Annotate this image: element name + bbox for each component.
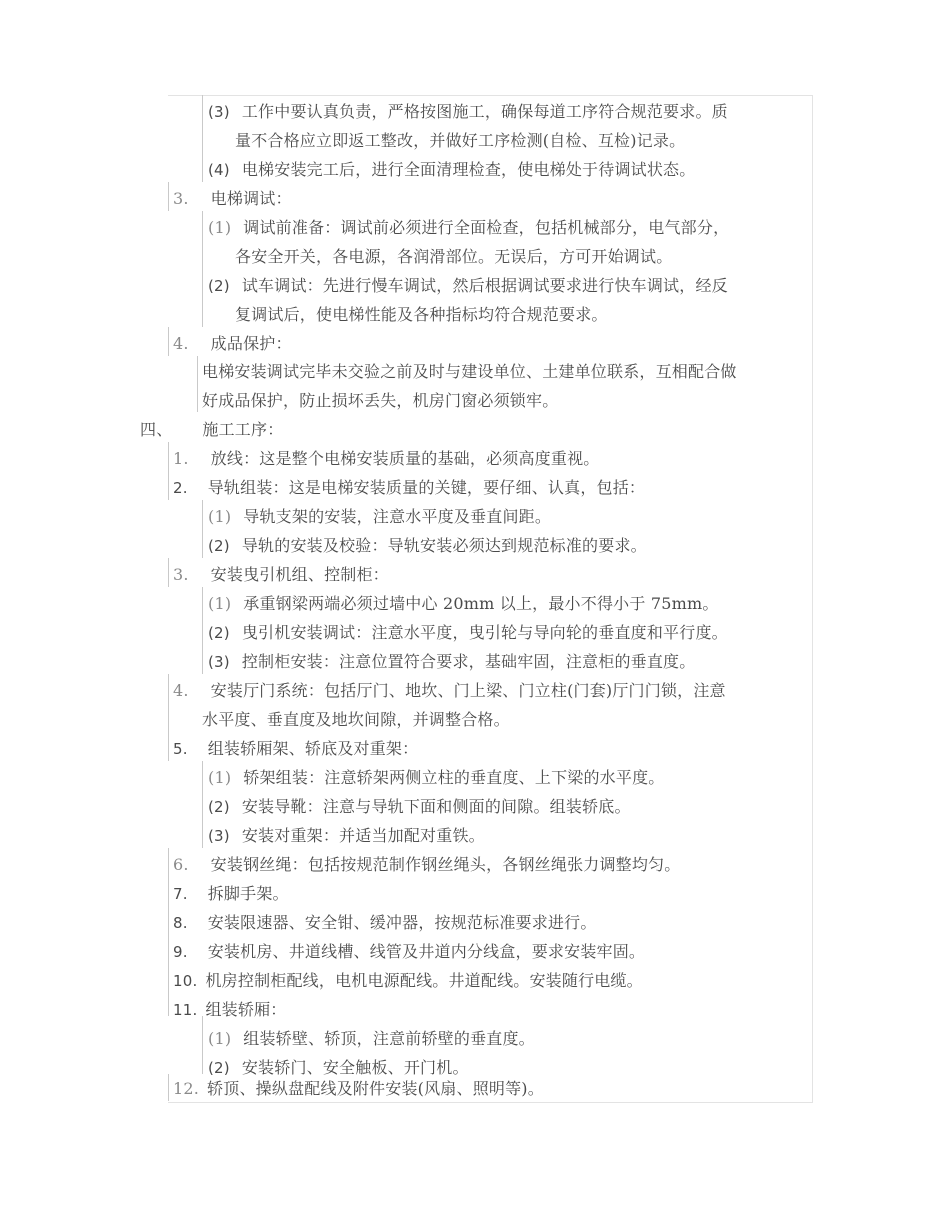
item-number: (2) bbox=[208, 798, 230, 816]
item-text: 放线：这是整个电梯安装质量的基础，必须高度重视。 bbox=[210, 449, 600, 468]
list-item bbox=[208, 589, 719, 618]
list-item bbox=[208, 618, 728, 647]
item-number: 7. bbox=[173, 885, 188, 903]
item-text: 导轨的安装及校验：导轨安装必须达到规范标准的要求。 bbox=[241, 536, 647, 555]
item-text: 组装轿厢： bbox=[205, 1000, 287, 1019]
item-text: 导轨组装：这是电梯安装质量的关键，要仔细、认真，包括： bbox=[207, 478, 646, 497]
list-item bbox=[208, 821, 485, 850]
item-number: 4. bbox=[173, 334, 189, 353]
item-text: 安装钢丝绳：包括按规范制作钢丝绳头，各钢丝绳张力调整均匀。 bbox=[210, 855, 681, 874]
indent-bar bbox=[168, 442, 169, 500]
item-text: 承重钢梁两端必须过墙中心 20mm 以上，最小不得小于 75mm。 bbox=[243, 594, 719, 613]
list-item bbox=[208, 531, 647, 560]
indent-bar bbox=[168, 1074, 169, 1101]
list-item bbox=[208, 271, 728, 300]
item-text: 安装对重架：并适当加配对重铁。 bbox=[241, 826, 485, 845]
list-item bbox=[208, 502, 551, 531]
item-number: 3. bbox=[173, 189, 189, 208]
list-item bbox=[173, 329, 292, 358]
indent-bar bbox=[197, 356, 198, 412]
indent-bar bbox=[202, 1016, 203, 1074]
indent-bar bbox=[168, 848, 169, 1016]
item-number: 11. bbox=[173, 1001, 198, 1019]
item-number: (1) bbox=[208, 594, 232, 613]
item-number: 四、 bbox=[140, 420, 173, 439]
item-number: 9. bbox=[173, 943, 188, 961]
item-text: 好成品保护，防止损坏丢失，机房门窗必须锁牢。 bbox=[202, 391, 559, 410]
item-text: 安装限速器、安全钳、缓冲器，按规范标准要求进行。 bbox=[207, 913, 597, 932]
list-item bbox=[208, 792, 631, 821]
item-text: 组装轿壁、轿顶，注意前轿壁的垂直度。 bbox=[243, 1029, 535, 1048]
item-number: 1. bbox=[173, 449, 189, 468]
section-heading bbox=[140, 415, 283, 444]
item-number: (2) bbox=[208, 537, 230, 555]
list-item bbox=[208, 763, 664, 792]
item-text: 电梯调试： bbox=[210, 189, 292, 208]
list-item bbox=[173, 184, 292, 213]
list-item bbox=[173, 937, 645, 966]
item-number: 2. bbox=[173, 479, 188, 497]
item-number: (4) bbox=[208, 161, 230, 179]
list-item bbox=[173, 473, 645, 502]
list-item bbox=[208, 97, 728, 126]
item-text: 轿顶、操纵盘配线及附件安装(风扇、照明等)。 bbox=[207, 1079, 544, 1098]
item-text: 成品保护： bbox=[210, 334, 292, 353]
item-number: 4. bbox=[173, 681, 189, 700]
item-text: 调试前准备：调试前必须进行全面检查，包括机械部分，电气部分， bbox=[243, 218, 730, 237]
item-text: 工作中要认真负责，严格按图施工，确保每道工序符合规范要求。质 bbox=[241, 102, 728, 121]
item-text: 曳引机安装调试：注意水平度，曳引轮与导向轮的垂直度和平行度。 bbox=[241, 623, 728, 642]
item-text: 安装导靴：注意与导轨下面和侧面的间隙。组装轿底。 bbox=[241, 797, 631, 816]
list-item bbox=[173, 734, 418, 763]
item-number: 3. bbox=[173, 565, 189, 584]
list-item bbox=[173, 850, 680, 879]
paragraph-line bbox=[202, 357, 737, 386]
item-number: (2) bbox=[208, 624, 230, 642]
item-text: 机房控制柜配线，电机电源配线。井道配线。安装随行电缆。 bbox=[205, 971, 643, 990]
list-item bbox=[208, 647, 695, 676]
item-text: 水平度、垂直度及地坎间隙，并调整合格。 bbox=[202, 710, 510, 729]
item-text: 电梯安装调试完毕未交验之前及时与建设单位、土建单位联系，互相配合做 bbox=[202, 362, 737, 381]
list-item bbox=[173, 1074, 544, 1103]
indent-bar bbox=[202, 95, 203, 182]
list-item bbox=[208, 213, 729, 242]
item-text: 导轨支架的安装，注意水平度及垂直间距。 bbox=[243, 507, 552, 526]
item-number: (3) bbox=[208, 653, 230, 671]
item-number: (1) bbox=[208, 768, 232, 787]
item-text: 轿架组装：注意轿架两侧立柱的垂直度、上下梁的水平度。 bbox=[243, 768, 665, 787]
list-item bbox=[208, 155, 695, 184]
indent-bar bbox=[168, 674, 169, 761]
item-number: (1) bbox=[208, 507, 232, 526]
item-text: 试车调试：先进行慢车调试，然后根据调试要求进行快车调试，经反 bbox=[241, 276, 728, 295]
list-item bbox=[173, 966, 643, 995]
list-item bbox=[235, 242, 672, 271]
list-item bbox=[173, 908, 597, 937]
item-text: 各安全开关，各电源，各润滑部位。无误后，方可开始调试。 bbox=[235, 247, 673, 266]
indent-bar bbox=[168, 558, 169, 587]
item-number: (1) bbox=[208, 1029, 232, 1048]
item-text: 安装曳引机组、控制柜： bbox=[210, 565, 389, 584]
item-text: 施工工序： bbox=[202, 420, 284, 439]
item-text: 拆脚手架。 bbox=[207, 884, 289, 903]
list-item bbox=[235, 300, 608, 329]
item-text: 安装轿门、安全触板、开门机。 bbox=[241, 1058, 469, 1077]
item-number: 6. bbox=[173, 855, 189, 874]
item-text: 安装厅门系统：包括厅门、地坎、门上梁、门立柱(门套)厅门门锁，注意 bbox=[210, 681, 726, 700]
list-item bbox=[208, 1024, 535, 1053]
item-text: 电梯安装完工后，进行全面清理检查，使电梯处于待调试状态。 bbox=[241, 160, 696, 179]
paragraph-line bbox=[202, 386, 558, 415]
list-item bbox=[173, 560, 389, 589]
item-text: 控制柜安装：注意位置符合要求，基础牢固，注意柜的垂直度。 bbox=[241, 652, 696, 671]
indent-bar bbox=[202, 587, 203, 674]
list-item bbox=[202, 705, 510, 734]
item-text: 安装机房、井道线槽、线管及井道内分线盒，要求安装牢固。 bbox=[207, 942, 646, 961]
indent-bar bbox=[168, 182, 169, 211]
list-item bbox=[173, 676, 726, 705]
item-text: 量不合格应立即返工整改，并做好工序检测(自检、互检)记录。 bbox=[235, 131, 686, 150]
item-number: 8. bbox=[173, 914, 188, 932]
item-number: (3) bbox=[208, 103, 230, 121]
item-number: (3) bbox=[208, 827, 230, 845]
item-text: 复调试后，使电梯性能及各种指标均符合规范要求。 bbox=[235, 305, 608, 324]
item-text: 组装轿厢架、轿底及对重架： bbox=[207, 739, 419, 758]
list-item bbox=[235, 126, 685, 155]
list-item bbox=[173, 995, 286, 1024]
indent-bar bbox=[168, 327, 169, 356]
item-number: (2) bbox=[208, 277, 230, 295]
indent-bar bbox=[202, 500, 203, 558]
item-number: (2) bbox=[208, 1059, 230, 1077]
item-number: 5. bbox=[173, 740, 188, 758]
indent-bar bbox=[202, 211, 203, 327]
list-item bbox=[173, 879, 289, 908]
item-number: 12. bbox=[173, 1079, 200, 1098]
item-number: (1) bbox=[208, 218, 232, 237]
item-number: 10. bbox=[173, 972, 198, 990]
indent-bar bbox=[202, 761, 203, 848]
list-item bbox=[173, 444, 599, 473]
